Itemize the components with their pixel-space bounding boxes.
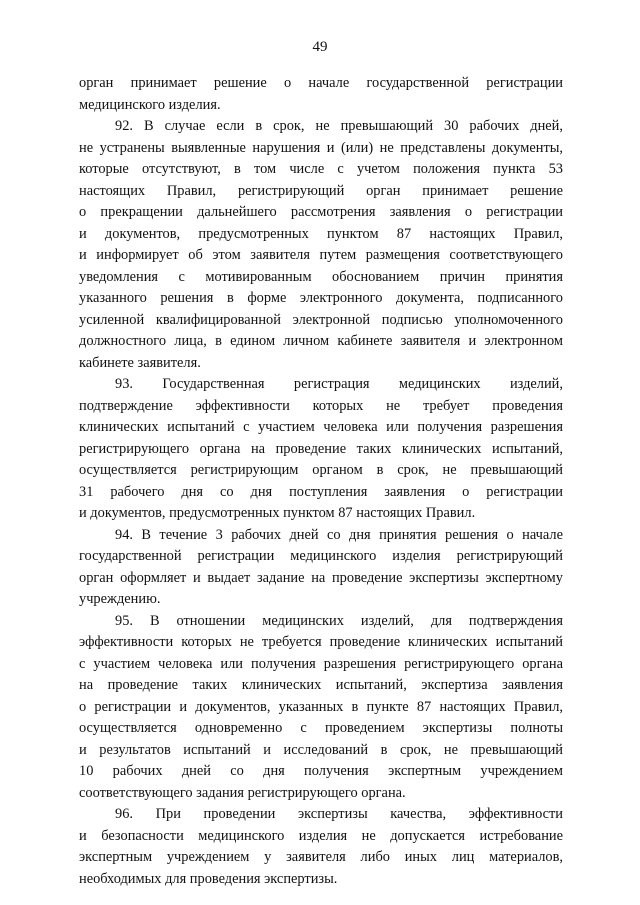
text-line: которые отсутствуют, в том числе с учетом положения пункта 53 xyxy=(79,161,563,177)
text-line: уведомления с мотивированным обоснованием причин принятия xyxy=(79,268,563,285)
text-line: и безопасности медицинского изделия не допускается истребование xyxy=(79,827,563,844)
text-line: о прекращении дальнейшего рассмотрения заявления о регистрации xyxy=(79,204,563,220)
text-line: и результатов испытаний и исследований в срок, не превышающий xyxy=(79,741,563,758)
text-line: орган оформляет и выдает задание на проведение экспертизы экспертному xyxy=(79,569,563,586)
paragraph-96 xyxy=(79,804,563,890)
text-line: государственной регистрации медицинского изделия регистрирующий xyxy=(79,548,563,564)
text-line: регистрирующего органа на проведение таких клинических испытаний, xyxy=(79,440,563,457)
text-line: на проведение таких клинических испытаний, экспертиза заявления xyxy=(79,677,563,693)
text-line: подтверждение эффективности которых не требует проведения xyxy=(79,397,563,414)
paragraph-92 xyxy=(79,116,563,374)
text-line: соответствующего задания регистрирующего органа. xyxy=(79,784,406,801)
text-line: необходимых для проведения экспертизы. xyxy=(79,870,338,887)
text-line: 94. В течение 3 рабочих дней со дня принятия решения о начале xyxy=(115,526,563,543)
text-line: 93. Государственная регистрация медицинских изделий, xyxy=(115,376,563,392)
text-line: эффективности которых не требуется проведение клинических испытаний xyxy=(79,634,563,650)
text-line: кабинете заявителя. xyxy=(79,354,201,371)
text-line: 92. В случае если в срок, не превышающий 30 рабочих дней, xyxy=(115,118,563,134)
text-line: и документов, предусмотренных пунктом 87 настоящих Правил. xyxy=(79,505,476,521)
page-number: 49 xyxy=(312,39,328,55)
text-line: 95. В отношении медицинских изделий, для подтверждения xyxy=(115,612,563,629)
text-line: усиленной квалифицированной электронной подписью уполномоченного xyxy=(79,311,563,328)
text-line: настоящих Правил, регистрирующий орган принимает решение xyxy=(79,182,563,199)
text-line: 31 рабочего дня со дня поступления заявления о регистрации xyxy=(79,483,563,500)
paragraph-94 xyxy=(79,525,563,611)
document-body xyxy=(79,73,563,890)
text-line: орган принимает решение о начале государственной регистрации xyxy=(79,75,563,91)
text-line: о регистрации и документов, указанных в пункте 87 настоящих Правил, xyxy=(79,698,563,715)
paragraph-95 xyxy=(79,611,563,805)
text-line: указанного решения в форме электронного документа, подписанного xyxy=(79,290,563,306)
text-line: клинических испытаний с участием человека или получения разрешения xyxy=(79,419,563,435)
text-line: не устранены выявленные нарушения и (или) не представлены документы, xyxy=(79,139,563,156)
paragraph-continuation xyxy=(79,73,563,116)
text-line: 10 рабочих дней со дня получения экспертным учреждением xyxy=(79,763,563,779)
text-line: 96. При проведении экспертизы качества, эффективности xyxy=(115,806,563,822)
text-line: медицинского изделия. xyxy=(79,96,221,113)
text-line: учреждению. xyxy=(79,591,161,607)
paragraph-93 xyxy=(79,374,563,525)
text-line: должностного лица, в едином личном кабинете заявителя и электронном xyxy=(79,333,563,349)
text-line: и информирует об этом заявителя путем размещения соответствующего xyxy=(79,247,563,263)
text-line: и документов, предусмотренных пунктом 87 настоящих Правил, xyxy=(79,225,563,242)
text-line: осуществляется регистрирующим органом в срок, не превышающий xyxy=(79,462,563,478)
text-line: осуществляется одновременно с проведением экспертизы полноты xyxy=(79,720,563,736)
text-line: экспертным учреждением у заявителя либо иных лиц материалов, xyxy=(79,849,563,865)
text-line: с участием человека или получения разрешения регистрирующего органа xyxy=(79,655,563,672)
